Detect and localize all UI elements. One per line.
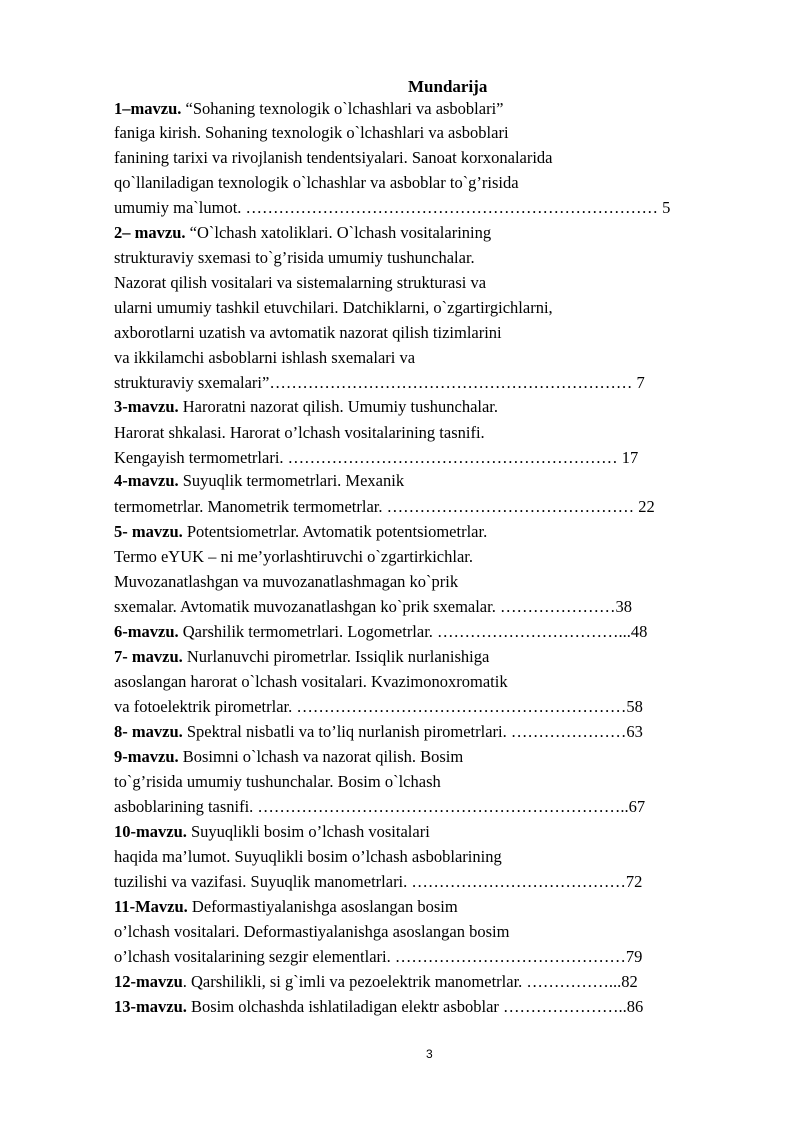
toc-line — [114, 397, 498, 417]
toc-topic-number: 9-mavzu. — [114, 747, 179, 766]
toc-line-text: Kengayish termometrlari. …………………………………………………… 17 — [114, 448, 639, 467]
toc-line — [114, 298, 553, 318]
toc-line-text: o’lchash vositalarining sezgir elementlari. ……………………………………79 — [114, 947, 643, 966]
toc-line — [114, 872, 642, 892]
toc-topic-number: 8- mavzu. — [114, 722, 183, 741]
toc-line — [114, 173, 519, 193]
toc-line-text: “O`lchash xatoliklari. O`lchash vositalarining — [185, 223, 492, 242]
toc-line — [114, 471, 404, 491]
toc-line — [114, 922, 509, 942]
toc-line-text: Qarshilik termometrlari. Logometrlar. ……………………………...48 — [178, 622, 648, 641]
toc-line — [114, 847, 502, 867]
toc-line-text: o’lchash vositalari. Deformastiyalanishga asoslangan bosim — [114, 922, 510, 941]
toc-topic-number: 7- mavzu. — [114, 647, 183, 666]
toc-line — [114, 822, 430, 842]
toc-line-text: strukturaviy sxemalari”………………………………………………………… 7 — [114, 373, 645, 392]
toc-line — [114, 373, 645, 393]
toc-line — [114, 722, 643, 742]
toc-line-text: Deformastiyalanishga asoslangan bosim — [187, 897, 458, 916]
toc-topic-number: 6-mavzu. — [114, 622, 179, 641]
toc-line-text: haqida ma’lumot. Suyuqlikli bosim o’lchash asboblarining — [114, 847, 502, 866]
toc-line — [114, 947, 642, 967]
toc-line — [114, 248, 475, 268]
toc-line-text: Potentsiometrlar. Avtomatik potentsiometrlar. — [182, 522, 488, 541]
toc-line — [114, 972, 638, 992]
toc-line — [114, 797, 645, 817]
toc-line — [114, 448, 638, 468]
toc-line-text: Termo eYUK – ni me’yorlashtiruvchi o`zgartirkichlar. — [114, 547, 473, 566]
toc-line-text: Bosimni o`lchash va nazorat qilish. Bosim — [178, 747, 464, 766]
toc-line — [114, 223, 491, 243]
toc-topic-number: 12-mavzu — [114, 972, 183, 991]
toc-topic-number: 10-mavzu. — [114, 822, 187, 841]
toc-line-text: . Qarshilikli, si g`imli va pezoelektrik manometrlar. ……………...82 — [182, 972, 638, 991]
toc-line-text: ularni umumiy tashkil etuvchilari. Datchiklarni, o`zgartirgichlarni, — [114, 298, 553, 317]
toc-line-text: Harorat shkalasi. Harorat o’lchash vositalarining tasnifi. — [114, 423, 485, 442]
toc-line-text: Bosim olchashda ishlatiladigan elektr asboblar …………………..86 — [186, 997, 644, 1016]
toc-line — [114, 123, 509, 143]
toc-line-text: Nurlanuvchi pirometrlar. Issiqlik nurlanishiga — [182, 647, 490, 666]
toc-line-text: Muvozanatlashgan va muvozanatlashmagan ko`prik — [114, 572, 459, 591]
toc-line — [114, 148, 553, 168]
toc-line — [114, 198, 670, 218]
toc-line-text: tuzilishi va vazifasi. Suyuqlik manometrlari. …………………………………72 — [114, 872, 643, 891]
toc-line-text: Nazorat qilish vositalari va sistemalarning strukturasi va — [114, 273, 487, 292]
toc-line-text: qo`llaniladigan texnologik o`lchashlar va asboblar to`g’risida — [114, 173, 519, 192]
toc-line-text: strukturaviy sxemasi to`g’risida umumiy tushunchalar. — [114, 248, 475, 267]
toc-line — [114, 597, 632, 617]
toc-line — [114, 622, 647, 642]
toc-line — [114, 672, 508, 692]
toc-line — [114, 99, 504, 119]
toc-line-text: axborotlarni uzatish va avtomatik nazorat qilish tizimlarini — [114, 323, 502, 342]
toc-line-text: Suyuqlikli bosim o’lchash vositalari — [186, 822, 430, 841]
toc-line — [114, 897, 458, 917]
toc-line — [114, 997, 643, 1017]
toc-line — [114, 772, 441, 792]
toc-line — [114, 423, 485, 443]
toc-line-text: Spektral nisbatli va to’liq nurlanish pirometrlari. …………………63 — [182, 722, 643, 741]
toc-line-text: to`g’risida umumiy tushunchalar. Bosim o`lchash — [114, 772, 441, 791]
toc-line-text: fanining tarixi va rivojlanish tendentsiyalari. Sanoat korxonalarida — [114, 148, 553, 167]
page-title: Mundarija — [408, 77, 488, 96]
toc-line-text: sxemalar. Avtomatik muvozanatlashgan ko`prik sxemalar. …………………38 — [114, 597, 632, 616]
toc-line-text: umumiy ma`lumot. ………………………………………………………………… 5 — [114, 198, 671, 217]
toc-line — [114, 572, 458, 592]
toc-line — [114, 323, 502, 343]
toc-topic-number: 2– mavzu. — [114, 223, 186, 242]
toc-line-text: va fotoelektrik pirometrlar. ……………………………………………………58 — [114, 697, 643, 716]
toc-topic-number: 11-Mavzu. — [114, 897, 188, 916]
toc-line — [114, 273, 486, 293]
toc-line-text: faniga kirish. Sohaning texnologik o`lchashlari va asboblari — [114, 123, 509, 142]
toc-line — [114, 522, 487, 542]
toc-line — [114, 747, 463, 767]
toc-line — [114, 697, 643, 717]
toc-line-text: Suyuqlik termometrlari. Mexanik — [178, 471, 405, 490]
toc-line-text: asboblarining tasnifi. …………………………………………………………..67 — [114, 797, 646, 816]
toc-line — [114, 497, 655, 517]
toc-line-text: va ikkilamchi asboblarni ishlash sxemalari va — [114, 348, 416, 367]
toc-topic-number: 4-mavzu. — [114, 471, 179, 490]
page-number: 3 — [426, 1047, 433, 1061]
toc-line-text: asoslangan harorat o`lchash vositalari. Kvazimonoxromatik — [114, 672, 508, 691]
toc-line — [114, 348, 415, 368]
toc-topic-number: 1–mavzu. — [114, 99, 182, 118]
toc-line-text: termometrlar. Manometrik termometrlar. ……………………………………… 22 — [114, 497, 655, 516]
toc-line — [114, 547, 473, 567]
toc-line-text: Haroratni nazorat qilish. Umumiy tushunchalar. — [178, 397, 499, 416]
toc-topic-number: 13-mavzu. — [114, 997, 187, 1016]
toc-line-text: “Sohaning texnologik o`lchashlari va asboblari” — [181, 99, 504, 118]
toc-line — [114, 647, 489, 667]
toc-topic-number: 5- mavzu. — [114, 522, 183, 541]
toc-topic-number: 3-mavzu. — [114, 397, 179, 416]
